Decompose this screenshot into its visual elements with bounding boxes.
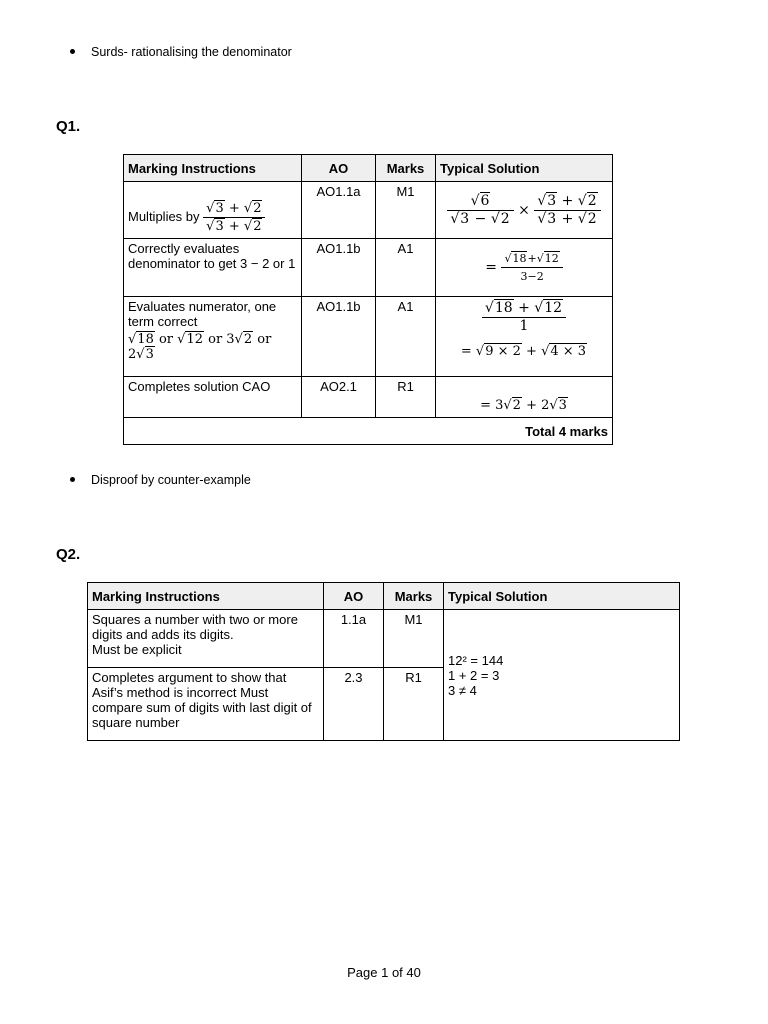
instruction-math: √18 or √12 or 3√2 or 2√3	[128, 332, 272, 362]
header-ao: AO	[302, 155, 376, 182]
multiplier-fraction: $\frac{√3 + √2}{√3 + √2}$	[203, 201, 265, 234]
bullet-topic-surds	[70, 45, 292, 59]
instruction-cell	[124, 297, 302, 377]
header-marking-instructions: Marking Instructions	[124, 155, 302, 182]
solution-line-5: = 3√2 + 2√3	[436, 377, 613, 418]
instruction-text: Multiplies by	[128, 208, 200, 224]
bullet-text: Surds- rationalising the denominator	[91, 45, 292, 59]
ao-cell: AO1.1a	[302, 182, 376, 239]
header-marks: Marks	[376, 155, 436, 182]
header-typical-solution: Typical Solution	[444, 583, 680, 610]
ao-cell: AO2.1	[302, 377, 376, 418]
bullet-text: Disproof by counter-example	[91, 473, 251, 487]
ao-cell: 1.1a	[324, 610, 384, 668]
header-ao: AO	[324, 583, 384, 610]
instruction-cell: Correctly evaluates denominator to get 3 − 2 or 1	[124, 239, 302, 297]
solution-line: 1 + 2 = 3	[448, 667, 500, 683]
solution-line-4: = √9 × 2 + √4 × 3	[460, 344, 587, 359]
bullet-topic-disproof	[70, 473, 251, 487]
marks-cell: R1	[384, 668, 444, 741]
q1-mark-scheme-table	[123, 154, 613, 445]
page-number-footer: Page 1 of 40	[347, 965, 421, 980]
ao-cell: AO1.1b	[302, 297, 376, 377]
table-header-row	[88, 583, 680, 610]
ao-cell: 2.3	[324, 668, 384, 741]
instruction-note: Must be explicit	[92, 642, 182, 657]
solution-line-2: = $\frac{√18+√12}{3-2}$	[436, 239, 613, 297]
table-row	[124, 297, 613, 377]
solution-line: 3 ≠ 4	[448, 682, 477, 698]
table-row	[124, 377, 613, 418]
instruction-cell: Completes argument to show that Asif’s method is incorrect Must compare sum of digits with last digit of square number	[88, 668, 324, 741]
solution-lines-3-4	[436, 297, 613, 377]
instruction-cell	[88, 610, 324, 668]
marks-cell: R1	[376, 377, 436, 418]
ao-cell: AO1.1b	[302, 239, 376, 297]
marks-cell: M1	[376, 182, 436, 239]
instruction-text: Squares a number with two or more digits and adds its digits.	[92, 612, 298, 642]
instruction-cell: Completes solution CAO	[124, 377, 302, 418]
header-marking-instructions: Marking Instructions	[88, 583, 324, 610]
question-title-q2: Q2.	[56, 546, 81, 563]
table-row	[88, 610, 680, 668]
header-marks: Marks	[384, 583, 444, 610]
bullet-dot	[70, 477, 75, 482]
marks-cell: A1	[376, 297, 436, 377]
typical-solution-cell	[444, 610, 680, 741]
bullet-dot	[70, 49, 75, 54]
question-title-q1: Q1.	[56, 118, 81, 135]
table-row	[124, 239, 613, 297]
header-typical-solution: Typical Solution	[436, 155, 613, 182]
total-row	[124, 418, 613, 445]
instruction-text: Evaluates numerator, one term correct	[128, 299, 277, 329]
solution-line: 12² = 144	[448, 652, 504, 668]
solution-line-1: $\frac{√6}{√3 - √2}$ × $\frac{√3 + √2}{√3 + √2}$	[436, 182, 613, 239]
solution-line-3: $\frac{√18 + √12}{1}$	[440, 301, 608, 334]
table-row	[124, 182, 613, 239]
marks-cell: M1	[384, 610, 444, 668]
marks-cell: A1	[376, 239, 436, 297]
table-header-row	[124, 155, 613, 182]
instruction-cell	[124, 182, 302, 239]
total-marks: Total 4 marks	[124, 418, 613, 445]
q2-mark-scheme-table	[87, 582, 680, 741]
